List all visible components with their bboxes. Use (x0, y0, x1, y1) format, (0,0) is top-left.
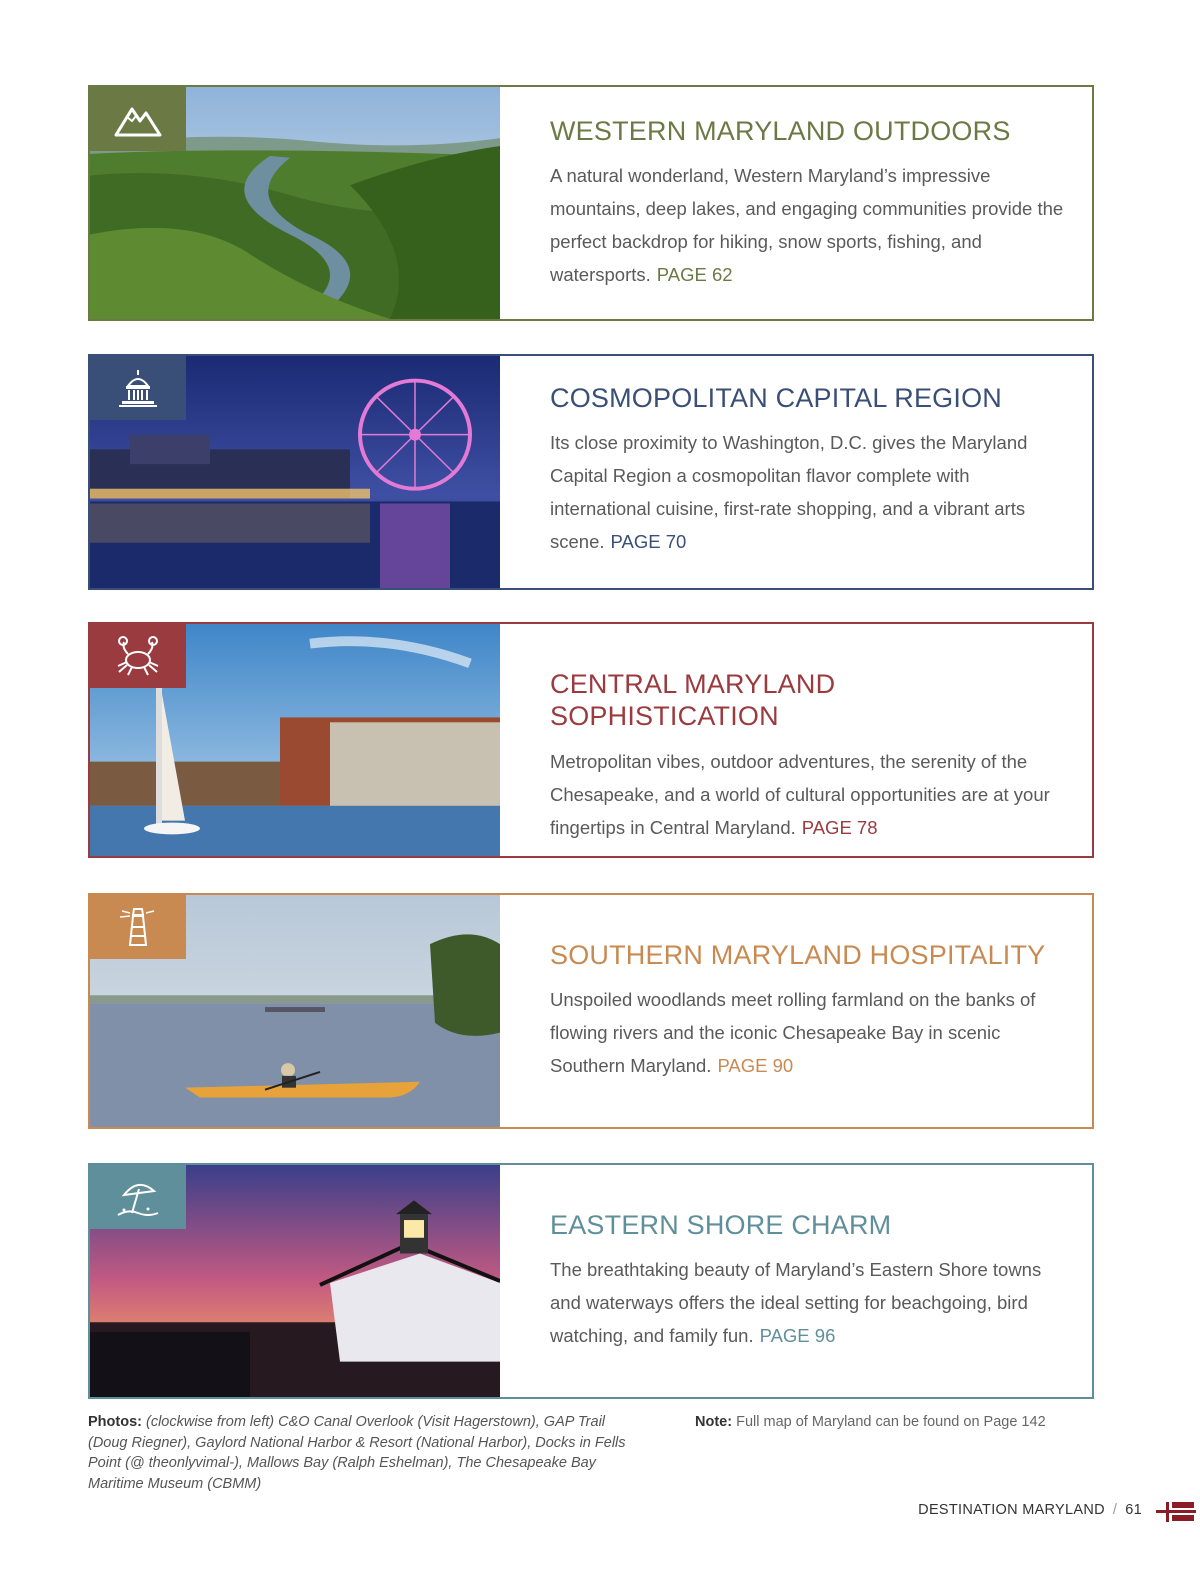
region-description: The breathtaking beauty of Maryland’s Eastern Shore towns and waterways offers the ideal setting for beachgoing, bird watching, and family fun. PAGE 96 (550, 1259, 1042, 1347)
maryland-flag-icon (1156, 1502, 1196, 1522)
region-description: A natural wonderland, Western Maryland’s impressive mountains, deep lakes, and engaging communities provide the perfect backdrop for hiking, snow sports, fishing, and watersports. PAGE 62 (550, 165, 1064, 286)
page-reference-link[interactable]: PAGE 78 (801, 816, 878, 838)
region-title: EASTERN SHORE CHARM (550, 1210, 892, 1240)
footer-separator: / (1112, 1502, 1118, 1518)
crab-icon (112, 634, 164, 678)
region-badge (90, 1165, 186, 1229)
region-badge (90, 87, 186, 151)
page-reference-link[interactable]: PAGE 62 (656, 264, 733, 286)
region-description: Unspoiled woodlands meet rolling farmland on the banks of flowing rivers and the iconic Chesapeake Bay in scenic Southern Maryland. PAGE 90 (550, 989, 1036, 1077)
region-card-southern (88, 893, 1094, 1129)
region-description: Its close proximity to Washington, D.C. gives the Maryland Capital Region a cosmopolitan flavor complete with international cuisine, first-rate shopping, and a vibrant arts scene. PAGE 70 (550, 432, 1028, 553)
map-note (695, 1412, 1046, 1433)
region-card-central (88, 622, 1094, 858)
region-badge (90, 356, 186, 420)
note-label: Note: (695, 1414, 733, 1430)
page-footer (918, 1502, 1142, 1518)
page-number: 61 (1125, 1502, 1142, 1518)
mountains-icon (112, 97, 164, 141)
note-text: Full map of Maryland can be found on Page 142 (736, 1414, 1046, 1430)
region-description: Metropolitan vibes, outdoor adventures, the serenity of the Chesapeake, and a world of cultural opportunities are at your fingertips in Central Maryland. PAGE 78 (550, 750, 1050, 838)
region-title: SOUTHERN MARYLAND HOSPITALITY (550, 940, 1046, 970)
page-reference-link[interactable]: PAGE 96 (759, 1325, 836, 1347)
publication-name: DESTINATION MARYLAND (918, 1502, 1105, 1518)
credits-label: Photos: (88, 1414, 142, 1430)
page-reference-link[interactable]: PAGE 70 (610, 531, 687, 553)
region-title: CENTRAL MARYLAND SOPHISTICATION (550, 669, 836, 732)
photo-credits (88, 1412, 638, 1494)
credits-text: (clockwise from left) C&O Canal Overlook (Visit Hagerstown), GAP Trail (Doug Riegner), Gaylord National Harbor & Resort (National Harbor), Docks in Fells Point (@ theonlyvimal-), Mallows Bay (Ralph Eshelman), The Chesapeake Bay Maritime Museum (CBMM) (88, 1414, 626, 1492)
page-reference-link[interactable]: PAGE 90 (717, 1055, 794, 1077)
region-card-capital (88, 354, 1094, 590)
lighthouse-icon (112, 905, 164, 949)
region-title: WESTERN MARYLAND OUTDOORS (550, 116, 1011, 146)
region-title: COSMOPOLITAN CAPITAL REGION (550, 383, 1002, 413)
region-badge (90, 895, 186, 959)
region-card-eastern-shore (88, 1163, 1094, 1399)
capitol-dome-icon (112, 366, 164, 410)
region-card-western (88, 85, 1094, 321)
beach-umbrella-icon (112, 1175, 164, 1219)
region-badge (90, 624, 186, 688)
